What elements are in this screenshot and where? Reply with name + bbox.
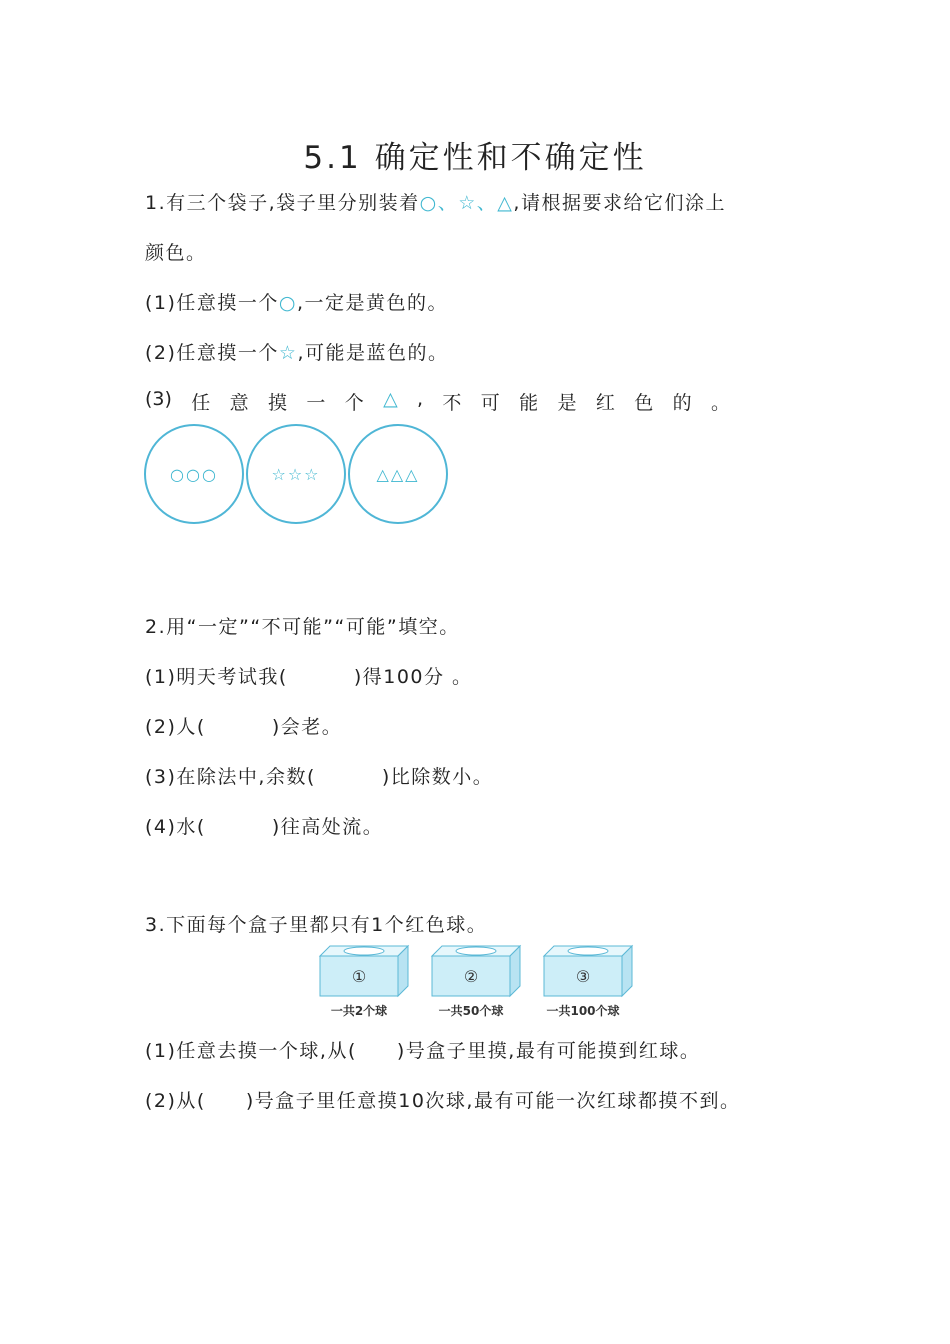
q1-item-3-char: 。 [710,392,730,414]
q1-intro-line1 [145,188,726,215]
circle-icon: ○ [278,292,298,314]
q1-shapes: ○、☆、△ [419,192,514,214]
q2-item-3 [145,762,493,789]
q2-item-1-pre: (1)明天考试我( [145,666,288,688]
bag-circles[interactable]: ○○○ [144,424,244,524]
q1-item-3-char: 可 [480,392,500,414]
box-number: ① [351,967,367,986]
q3-intro: 3.下面每个盒子里都只有1个红色球。 [145,914,488,936]
q2-item-2-post: )会老。 [271,716,343,738]
q2-item-2 [145,712,342,739]
q2-item-1 [145,662,473,689]
q2-item-4-pre: (4)水( [145,816,206,838]
q2-item-3-pre: (3)在除法中,余数( [145,766,316,788]
box-2-image [430,944,522,998]
q1-item-3-char: 红 [595,392,615,414]
q1-item-1-pre: (1)任意摸一个 [145,292,279,314]
q1-item-3-char: 不 [442,392,462,414]
q1-item-1 [145,288,448,315]
q2-item-4-post: )往高处流。 [271,816,384,838]
q1-item-3-char: 一 [306,392,326,414]
q1-item-3-char: 能 [519,392,539,414]
bag-triangles[interactable]: △△△ [348,424,448,524]
box-3-label: 一共100个球 [546,1004,620,1018]
q3-item-2-post: )号盒子里任意摸10次球,最有可能一次红球都摸不到。 [245,1090,741,1112]
box-3-image [542,944,634,998]
q3-item-1 [145,1036,700,1063]
q1-item-3-char: 摸 [267,392,287,414]
q1-item-1-post: ,一定是黄色的。 [297,292,449,314]
q1-item-2-post: ,可能是蓝色的。 [297,342,449,364]
box-number: ③ [575,967,591,986]
box-1-label: 一共2个球 [330,1004,388,1018]
q1-item-3-char: 个 [344,392,364,414]
box-2-label: 一共50个球 [438,1004,504,1018]
q2-item-3-post: )比除数小。 [381,766,494,788]
star-icon: ☆ [278,342,298,364]
q1-item-2 [145,338,449,365]
q3-item-1-post: )号盒子里摸,最有可能摸到红球。 [396,1040,701,1062]
q3-item-2-pre: (2)从( [145,1090,206,1112]
box-number: ② [463,967,479,986]
q2-item-2-pre: (2)人( [145,716,206,738]
q1-item-3-char: 任 [191,392,211,414]
q2-item-4 [145,812,383,839]
triangle-icon: △ [383,388,398,410]
q1-item-3-char: , [417,388,424,410]
box-1-image [318,944,410,998]
q1-item-3-char: 的 [672,392,692,414]
q3-item-1-pre: (1)任意去摸一个球,从( [145,1040,357,1062]
page-title: 5.1 确定性和不确定性 [303,140,647,176]
q1-item-3-char: 色 [634,392,654,414]
bag-stars[interactable]: ☆☆☆ [246,424,346,524]
q3-item-2 [145,1086,740,1113]
q1-intro-a: 1.有三个袋子,袋子里分别装着 [145,192,420,214]
q1-intro-line2: 颜色。 [145,242,207,264]
q1-item-3 [145,388,730,415]
q1-item-3-char: 是 [557,392,577,414]
q2-item-1-post: )得100分 。 [353,666,473,688]
q1-item-3-char: (3) [145,388,172,410]
q1-intro-b: ,请根据要求给它们涂上 [513,192,726,214]
q1-item-3-char: 意 [229,392,249,414]
q2-intro: 2.用“一定”“不可能”“可能”填空。 [145,616,460,638]
q1-item-2-pre: (2)任意摸一个 [145,342,279,364]
